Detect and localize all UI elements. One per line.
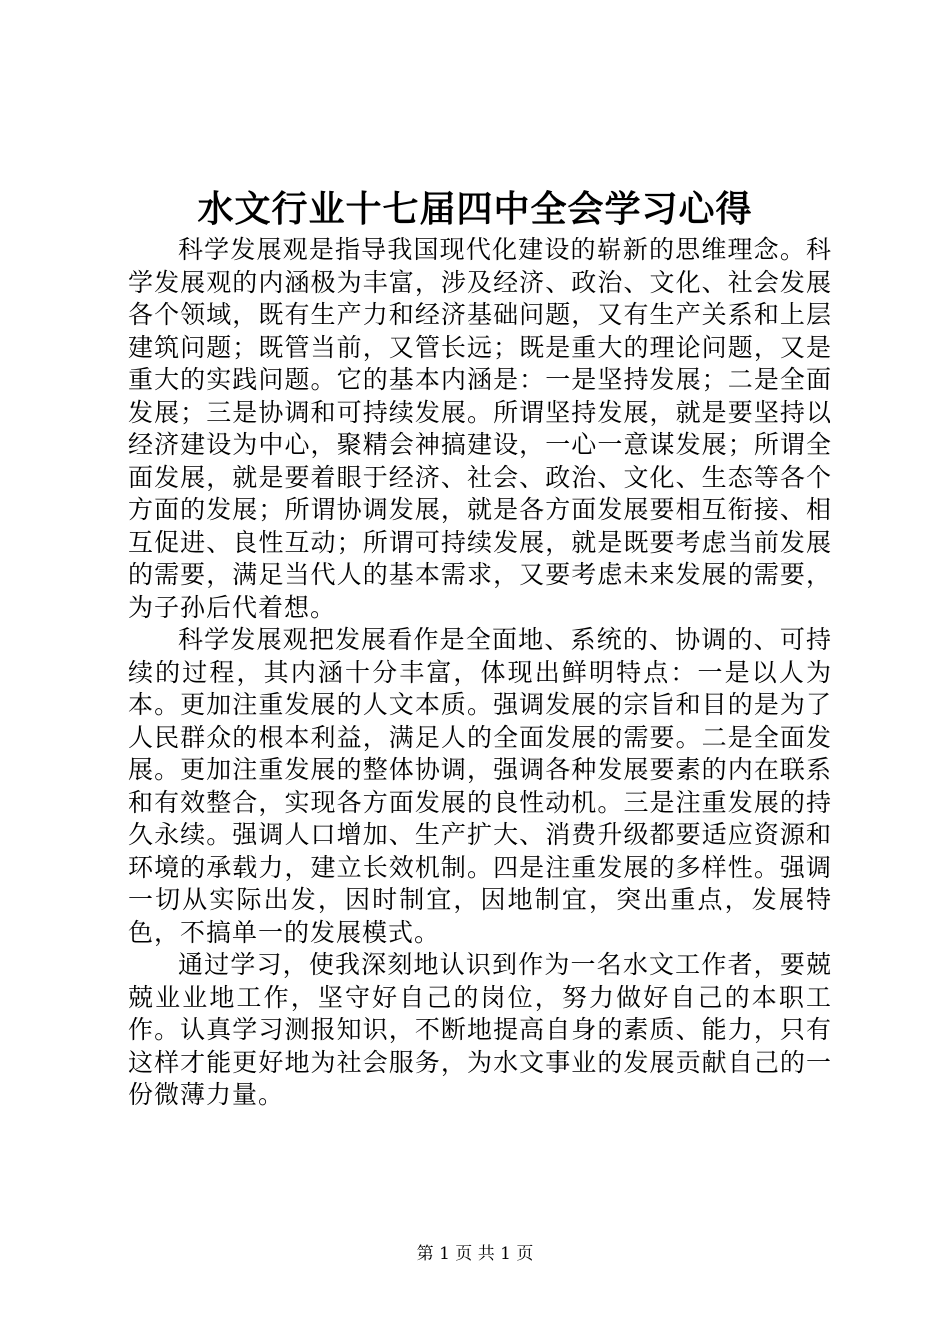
- page-footer: 第 1 页 共 1 页: [416, 1244, 534, 1264]
- document-title: 水文行业十七届四中全会学习心得: [197, 188, 753, 230]
- paragraph-3: 通过学习，使我深刻地认识到作为一名水文工作者，要兢兢业业地工作，坚守好自己的岗位，努力做好自己的本职工作。认真学习测报知识，不断地提高自身的素质、能力，只有这样才能更好地为社会服务，为水文事业的发展贡献自己的一份微薄力量。: [128, 950, 832, 1109]
- paragraph-2: 科学发展观把发展看作是全面地、系统的、协调的、可持续的过程，其内涵十分丰富，体现出鲜明特点：一是以人为本。更加注重发展的人文本质。强调发展的宗旨和目的是为了人民群众的根本利益，满足人的全面发展的需要。二是全面发展。更加注重发展的整体协调，强调各种发展要素的内在联系和有效整合，实现各方面发展的良性动机。三是注重发展的持久永续。强调人口增加、生产扩大、消费升级都要适应资源和环境的承载力，建立长效机制。四是注重发展的多样性。强调一切从实际出发，因时制宜，因地制宜，突出重点，发展特色，不搞单一的发展模式。: [128, 625, 832, 947]
- document-body: [128, 234, 832, 1112]
- paragraph-1: 科学发展观是指导我国现代化建设的崭新的思维理念。科学发展观的内涵极为丰富，涉及经济、政治、文化、社会发展各个领域，既有生产力和经济基础问题，又有生产关系和上层建筑问题；既管当前，又管长远；既是重大的理论问题，又是重大的实践问题。它的基本内涵是：一是坚持发展；二是全面发展；三是协调和可持续发展。所谓坚持发展，就是要坚持以经济建设为中心，聚精会神搞建设，一心一意谋发展；所谓全面发展，就是要着眼于经济、社会、政治、文化、生态等各个方面的发展；所谓协调发展，就是各方面发展要相互衔接、相互促进、良性互动；所谓可持续发展，就是既要考虑当前发展的需要，满足当代人的基本需求，又要考虑未来发展的需要，为子孙后代着想。: [128, 235, 832, 622]
